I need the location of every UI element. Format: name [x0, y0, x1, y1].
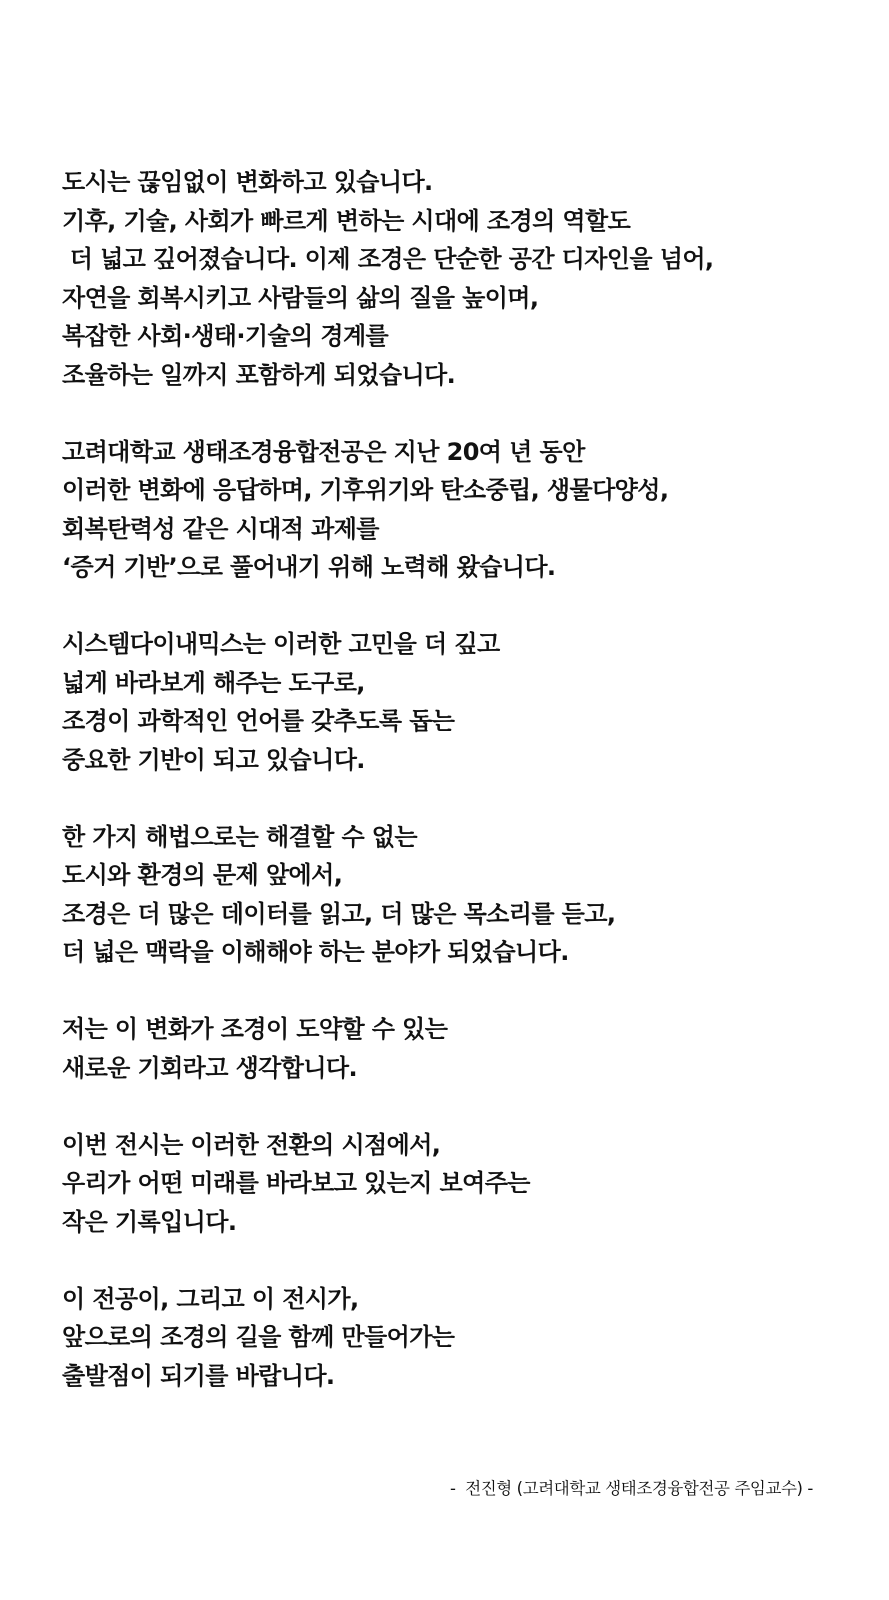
text-line: 조경은 더 많은 데이터를 읽고, 더 많은 목소리를 듣고, — [62, 899, 616, 928]
text-line: 앞으로의 조경의 길을 함께 만들어가는 — [62, 1323, 455, 1351]
text-line: 이번 전시는 이러한 전환의 시점에서, — [62, 1130, 441, 1159]
text-line: 고려대학교 생태조경융합전공은 지난 20여 년 동안 — [62, 437, 585, 466]
paragraph — [62, 433, 842, 587]
text-line: 이러한 변화에 응답하며, 기후위기와 탄소중립, 생물다양성, — [62, 476, 669, 504]
paragraph — [62, 818, 842, 972]
text-line: 새로운 기회라고 생각합니다. — [62, 1053, 358, 1082]
text-line: 더 넓고 깊어졌습니다. 이제 조경은 단순한 공간 디자인을 넘어, — [62, 245, 714, 273]
paragraph — [62, 1280, 842, 1396]
paragraph — [62, 1126, 842, 1242]
text-line: 작은 기록입니다. — [62, 1207, 237, 1236]
paragraph — [62, 625, 842, 779]
text-line: 중요한 기반이 되고 있습니다. — [62, 745, 365, 774]
text-line: ‘증거 기반’으로 풀어내기 위해 노력해 왔습니다. — [62, 553, 556, 581]
paragraph — [62, 1010, 842, 1087]
author-signature: - 전진형 (고려대학교 생태조경융합전공 주임교수) - — [449, 1479, 813, 1498]
text-line: 이 전공이, 그리고 이 전시가, — [62, 1284, 359, 1313]
text-line: 넓게 바라보게 해주는 도구로, — [62, 668, 365, 697]
text-line: 한 가지 해법으로는 해결할 수 없는 — [62, 822, 417, 851]
text-line: 도시는 끊임없이 변화하고 있습니다. — [62, 168, 433, 196]
text-line: 우리가 어떤 미래를 바라보고 있는지 보여주는 — [62, 1169, 530, 1197]
text-line: 조율하는 일까지 포함하게 되었습니다. — [62, 360, 456, 389]
paragraph — [62, 163, 842, 394]
text-line: 도시와 환경의 문제 앞에서, — [62, 861, 343, 889]
text-line: 저는 이 변화가 조경이 도약할 수 있는 — [62, 1015, 448, 1043]
text-line: 시스템다이내믹스는 이러한 고민을 더 깊고 — [62, 630, 500, 658]
text-line: 자연을 회복시키고 사람들의 삶의 질을 높이며, — [62, 283, 539, 312]
text-line: 기후, 기술, 사회가 빠르게 변하는 시대에 조경의 역할도 — [62, 206, 631, 235]
text-line: 더 넓은 맥락을 이해해야 하는 분야가 되었습니다. — [62, 938, 569, 966]
text-line: 출발점이 되기를 바랍니다. — [62, 1361, 335, 1390]
text-line: 조경이 과학적인 언어를 갖추도록 돕는 — [62, 707, 455, 735]
text-line: 회복탄력성 같은 시대적 과제를 — [62, 514, 379, 543]
text-line: 복잡한 사회·생태·기술의 경계를 — [62, 322, 389, 350]
message-body — [62, 163, 842, 1434]
